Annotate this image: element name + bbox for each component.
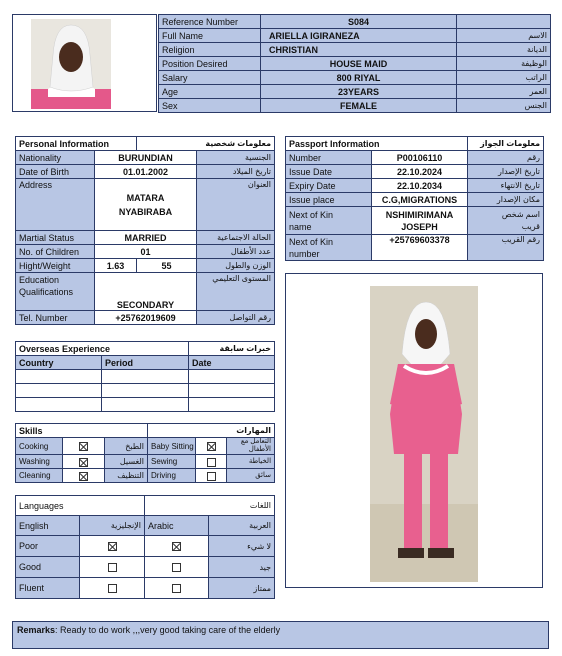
identity-value: FEMALE (261, 99, 457, 113)
tel-value: +25762019609 (95, 311, 197, 325)
identity-value: HOUSE MAID (261, 57, 457, 71)
identity-value: 23YEARS (261, 85, 457, 99)
marital-label: Martial Status (16, 231, 95, 245)
english-check-cell (80, 557, 145, 578)
identity-row (159, 29, 551, 43)
identity-label-ar: الاسم (457, 29, 551, 43)
identity-label: Salary (159, 71, 261, 85)
identity-label-ar: الجنس (457, 99, 551, 113)
skill-label: Baby Sitting (148, 438, 196, 455)
skills-row (16, 438, 275, 455)
identity-label-ar (457, 15, 551, 29)
skill-label: Cooking (16, 438, 63, 455)
skill-label: Sewing (148, 455, 196, 469)
identity-label-ar: العمر (457, 85, 551, 99)
arabic-check-cell (145, 578, 209, 599)
skill-checkbox-icon (207, 458, 216, 467)
skill-label-ar: التعامل مع الأطفال (227, 438, 275, 455)
overseas-empty-row (16, 370, 275, 384)
passport-title-ar: معلومات الجواز (468, 137, 544, 151)
address-line-2: NYABIRABA (118, 206, 173, 217)
portrait-photo-frame (12, 14, 157, 112)
kin-name-label (286, 207, 372, 235)
skill-check-cell (63, 469, 105, 483)
english-checkbox-icon (108, 584, 117, 593)
skill-check-cell (63, 455, 105, 469)
overseas-empty-row (16, 398, 275, 412)
personal-title-ar: معلومات شخصية (137, 137, 275, 151)
skills-row (16, 469, 275, 483)
marital-ar: الحالة الاجتماعية (197, 231, 275, 245)
languages-title: Languages (16, 496, 145, 516)
languages-table (15, 495, 275, 599)
expiry-date-label: Expiry Date (286, 179, 372, 193)
passport-number-ar: رقم (468, 151, 544, 165)
address-label: Address (16, 179, 95, 231)
kin-name-line-2: JOSEPH (401, 221, 438, 232)
skill-label: Cleaning (16, 469, 63, 483)
skill-checkbox-icon (79, 442, 88, 451)
skill-checkbox-icon (79, 458, 88, 467)
address-line-1: MATARA (126, 192, 165, 203)
kin-number-ar: رقم القريب (468, 235, 544, 261)
nationality-ar: الجنسية (197, 151, 275, 165)
education-label-line-1: Education (19, 275, 60, 285)
skill-label-ar: الطبخ (105, 438, 148, 455)
dob-ar: تاريخ الميلاد (197, 165, 275, 179)
arabic-checkbox-icon (172, 584, 181, 593)
skill-checkbox-icon (207, 442, 216, 451)
identity-label-ar: الراتب (457, 71, 551, 85)
personal-info-table (15, 136, 275, 325)
overseas-experience-table (15, 341, 275, 412)
kin-name-line-1: NSHIMIRIMANA (385, 209, 454, 220)
education-label-line-2: Qualifications (19, 287, 74, 297)
remarks-box (12, 621, 549, 649)
nationality-label: Nationality (16, 151, 95, 165)
address-ar: العنوان (197, 179, 275, 231)
skills-row (16, 455, 275, 469)
kin-name-value (372, 207, 468, 235)
skill-check-cell (196, 455, 227, 469)
identity-label: Sex (159, 99, 261, 113)
language-level-row (16, 557, 275, 578)
passport-number-value: P00106110 (372, 151, 468, 165)
identity-row (159, 71, 551, 85)
identity-row (159, 43, 551, 57)
identity-value: ARIELLA IGIRANEZA (261, 29, 457, 43)
identity-row (159, 57, 551, 71)
english-check-cell (80, 578, 145, 599)
skill-label-ar: التنظيف (105, 469, 148, 483)
arabic-check-cell (145, 557, 209, 578)
english-checkbox-icon (108, 542, 117, 551)
skills-table (15, 423, 275, 483)
languages-title-ar: اللغات (145, 496, 275, 516)
identity-table (158, 14, 551, 113)
children-label: No. of Children (16, 245, 95, 259)
identity-label: Full Name (159, 29, 261, 43)
arabic-label-ar: العربية (209, 516, 275, 536)
skill-label: Driving (148, 469, 196, 483)
fullbody-photo (286, 274, 542, 587)
kin-number-label (286, 235, 372, 261)
education-label (16, 273, 95, 311)
portrait-photo (13, 15, 156, 111)
language-level-ar: جيد (209, 557, 275, 578)
education-value: SECONDARY (95, 273, 197, 311)
passport-info-table (285, 136, 544, 261)
issue-date-label: Issue Date (286, 165, 372, 179)
kin-name-label-line-2: name (289, 221, 312, 232)
skill-label-ar: الخياطة (227, 455, 275, 469)
kin-name-label-line-1: Next of Kin (289, 209, 334, 220)
language-level-row (16, 578, 275, 599)
dob-value: 01.01.2002 (95, 165, 197, 179)
tel-label: Tel. Number (16, 311, 95, 325)
language-level-label: Good (16, 557, 80, 578)
arabic-check-cell (145, 536, 209, 557)
passport-number-label: Number (286, 151, 372, 165)
height-weight-label: Hight/Weight (16, 259, 95, 273)
english-label-ar: الإنجليزية (80, 516, 145, 536)
weight-value: 55 (137, 259, 197, 273)
identity-label: Religion (159, 43, 261, 57)
identity-label-ar: الوظيفة (457, 57, 551, 71)
identity-label: Reference Number (159, 15, 261, 29)
height-weight-ar: الوزن والطول (197, 259, 275, 273)
english-label: English (16, 516, 80, 536)
arabic-checkbox-icon (172, 542, 181, 551)
skill-checkbox-icon (79, 472, 88, 481)
remarks-label: Remarks (17, 625, 56, 635)
issue-date-value: 22.10.2024 (372, 165, 468, 179)
nationality-value: BURUNDIAN (95, 151, 197, 165)
skill-check-cell (196, 438, 227, 455)
children-value: 01 (95, 245, 197, 259)
overseas-title-ar: خبرات سابقة (189, 342, 275, 356)
arabic-label: Arabic (145, 516, 209, 536)
overseas-col-country: Country (16, 356, 102, 370)
issue-place-ar: مكان الإصدار (468, 193, 544, 207)
identity-value: CHRISTIAN (261, 43, 457, 57)
overseas-empty-row (16, 384, 275, 398)
english-check-cell (80, 536, 145, 557)
overseas-title: Overseas Experience (16, 342, 189, 356)
remarks-text: Ready to do work ,,,very good taking care of the elderly (60, 625, 281, 635)
kin-number-value: +25769603378 (372, 235, 468, 261)
children-ar: عدد الأطفال (197, 245, 275, 259)
language-level-label: Fluent (16, 578, 80, 599)
skill-check-cell (196, 469, 227, 483)
language-level-ar: لا شيء (209, 536, 275, 557)
skill-label: Washing (16, 455, 63, 469)
kin-name-ar (468, 207, 544, 235)
address-value (95, 179, 197, 231)
remarks-colon: : (55, 625, 61, 635)
kin-name-ar-line-2: قريب (521, 221, 541, 231)
skills-title: Skills (16, 424, 148, 438)
language-level-ar: ممتاز (209, 578, 275, 599)
english-checkbox-icon (108, 563, 117, 572)
overseas-col-date: Date (189, 356, 275, 370)
kin-number-label-line-2: number (289, 248, 320, 259)
language-level-row (16, 536, 275, 557)
expiry-date-value: 22.10.2034 (372, 179, 468, 193)
identity-row (159, 99, 551, 113)
identity-row (159, 15, 551, 29)
personal-title: Personal Information (16, 137, 137, 151)
height-value: 1.63 (95, 259, 137, 273)
language-level-label: Poor (16, 536, 80, 557)
kin-number-label-line-1: Next of Kin (289, 236, 334, 247)
dob-label: Date of Birth (16, 165, 95, 179)
issue-date-ar: تاريخ الإصدار (468, 165, 544, 179)
issue-place-label: Issue place (286, 193, 372, 207)
tel-ar: رقم التواصل (197, 311, 275, 325)
identity-label: Age (159, 85, 261, 99)
arabic-checkbox-icon (172, 563, 181, 572)
skill-label-ar: سائق (227, 469, 275, 483)
identity-label: Position Desired (159, 57, 261, 71)
expiry-date-ar: تاريخ الانتهاء (468, 179, 544, 193)
skill-check-cell (63, 438, 105, 455)
skill-label-ar: الغسيل (105, 455, 148, 469)
skills-title-ar: المهارات (148, 424, 275, 438)
issue-place-value: C.G,MIGRATIONS (372, 193, 468, 207)
kin-name-ar-line-1: اسم شخص (501, 209, 541, 219)
identity-row (159, 85, 551, 99)
identity-value: S084 (261, 15, 457, 29)
marital-value: MARRIED (95, 231, 197, 245)
passport-title: Passport Information (286, 137, 468, 151)
fullbody-photo-frame (285, 273, 543, 588)
overseas-col-period: Period (102, 356, 189, 370)
education-ar: المستوى التعليمي (197, 273, 275, 311)
skill-checkbox-icon (207, 472, 216, 481)
identity-label-ar: الديانة (457, 43, 551, 57)
identity-value: 800 RIYAL (261, 71, 457, 85)
